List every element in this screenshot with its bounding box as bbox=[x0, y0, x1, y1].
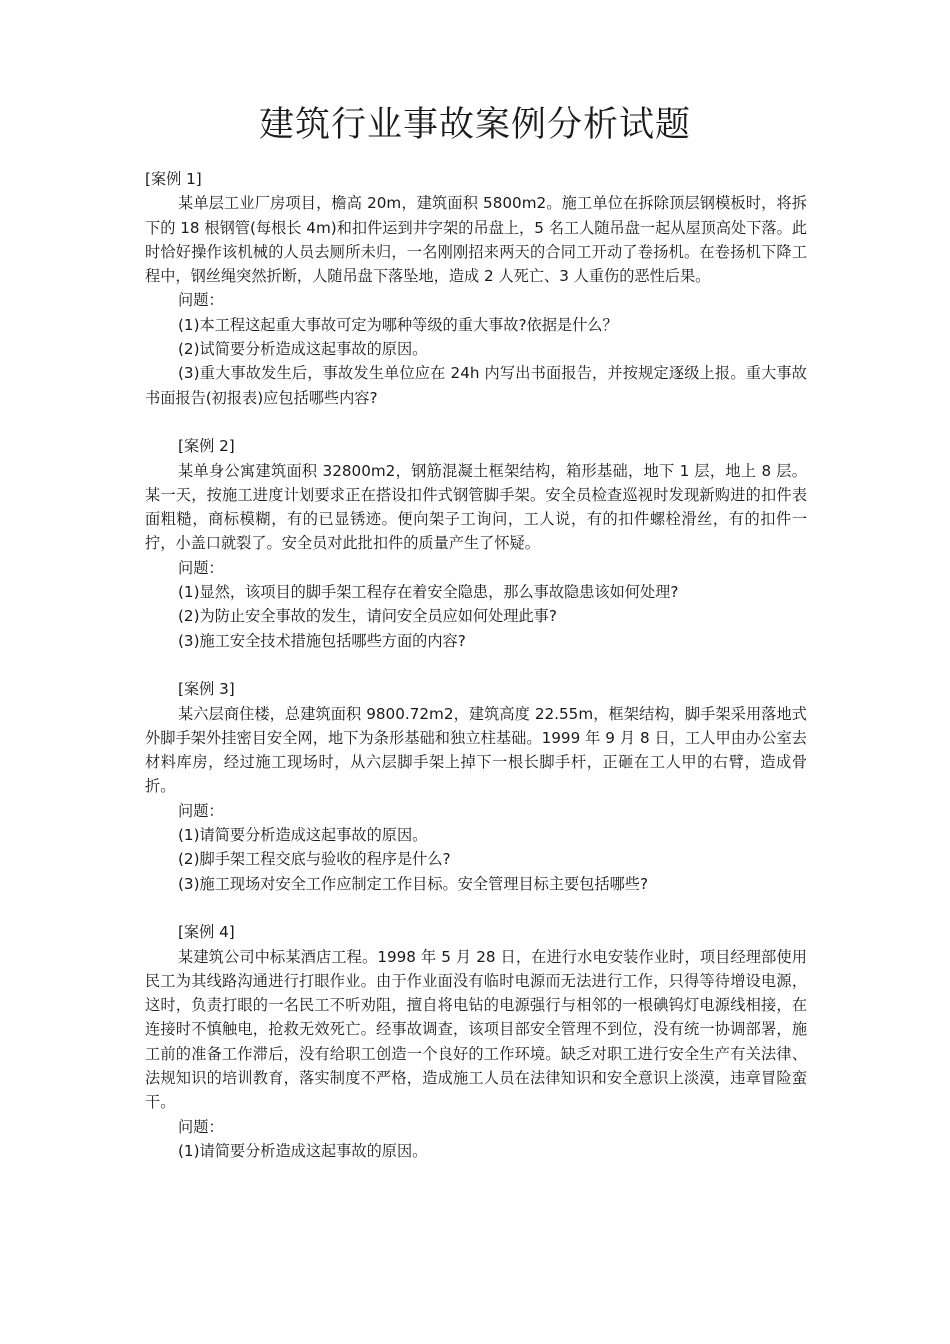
case-description: 某六层商住楼，总建筑面积 9800.72m2，建筑高度 22.55m，框架结构，脚手架采用落地式外脚手架外挂密目安全网，地下为条形基础和独立柱基础。1999 年 9 月 8 日，工人甲由办公室去材料库房，经过施工现场时，从六层脚手架上掉下一根长脚手杆，正砸在工人甲的右臂，造成骨折。 bbox=[145, 704, 807, 796]
question-item: (3)施工现场对安全工作应制定工作目标。安全管理目标主要包括哪些? bbox=[178, 874, 649, 893]
case-1 bbox=[145, 167, 807, 410]
document-body bbox=[145, 167, 807, 1163]
case-heading: [案例 3] bbox=[178, 680, 235, 699]
document-title: 建筑行业事故案例分析试题 bbox=[258, 105, 691, 145]
case-3 bbox=[145, 677, 807, 896]
case-heading: [案例 1] bbox=[145, 170, 202, 188]
question-item: (1)显然，该项目的脚手架工程存在着安全隐患，那么事故隐患该如何处理? bbox=[178, 583, 679, 602]
case-description: 某单层工业厂房项目，檐高 20m，建筑面积 5800m2。施工单位在拆除顶层钢模板时，将拆下的 18 根钢管(每根长 4m)和扣件运到井字架的吊盘上，5 名工人随吊盘一起从屋顶高处下落。此时恰好操作该机械的人员去厕所未归，一名刚刚招来两天的合同工开动了卷扬机。在卷扬机下降工程中，钢丝绳突然折断，人随吊盘下落坠地，造成 2 人死亡、3 人重伤的恶性后果。 bbox=[145, 194, 807, 286]
question-item: (2)试简要分析造成这起事故的原因。 bbox=[178, 340, 428, 359]
questions-label: 问题： bbox=[178, 801, 224, 820]
question-item: (3)施工安全技术措施包括哪些方面的内容? bbox=[178, 631, 466, 650]
question-item: (3)重大事故发生后，事故发生单位应在 24h 内写出书面报告，并按规定逐级上报。重大事故书面报告(初报表)应包括哪些内容? bbox=[145, 364, 807, 407]
case-description: 某建筑公司中标某酒店工程。1998 年 5 月 28 日，在进行水电安装作业时，项目经理部使用民工为其线路沟通进行打眼作业。由于作业面没有临时电源而无法进行工作，只得等待增设电源，这时，负责打眼的一名民工不听劝阻，擅自将电钻的电源强行与相邻的一根碘钨灯电源线相接，在连接时不慎触电，抢救无效死亡。经事故调查，该项目部安全管理不到位，没有统一协调部署，施工前的准备工作滞后，没有给职工创造一个良好的工作环境。缺乏对职工进行安全生产有关法律、法规知识的培训教育，落实制度不严格，造成施工人员在法律知识和安全意识上淡漠，违章冒险蛮干。 bbox=[145, 947, 807, 1112]
case-heading: [案例 4] bbox=[178, 923, 235, 942]
questions-label: 问题： bbox=[178, 1117, 224, 1136]
case-heading: [案例 2] bbox=[178, 437, 235, 456]
question-item: (2)为防止安全事故的发生，请问安全员应如何处理此事? bbox=[178, 607, 557, 626]
question-item: (2)脚手架工程交底与验收的程序是什么? bbox=[178, 850, 451, 869]
questions-label: 问题： bbox=[178, 558, 224, 577]
question-item: (1)请简要分析造成这起事故的原因。 bbox=[178, 1141, 428, 1160]
case-description: 某单身公寓建筑面积 32800m2，钢筋混凝土框架结构，箱形基础，地下 1 层，地上 8 层。某一天，按施工进度计划要求正在搭设扣件式钢管脚手架。安全员检查巡视时发现新购进的扣件表面粗糙，商标模糊，有的已显锈迹。便向架子工询问，工人说，有的扣件螺栓滑丝，有的扣件一拧，小盖口就裂了。安全员对此批扣件的质量产生了怀疑。 bbox=[145, 461, 807, 553]
question-item: (1)本工程这起重大事故可定为哪种等级的重大事故?依据是什么？ bbox=[178, 315, 618, 334]
questions-label: 问题： bbox=[178, 291, 224, 310]
case-4 bbox=[145, 920, 807, 1163]
case-2 bbox=[145, 434, 807, 653]
question-item: (1)请简要分析造成这起事故的原因。 bbox=[178, 826, 428, 845]
